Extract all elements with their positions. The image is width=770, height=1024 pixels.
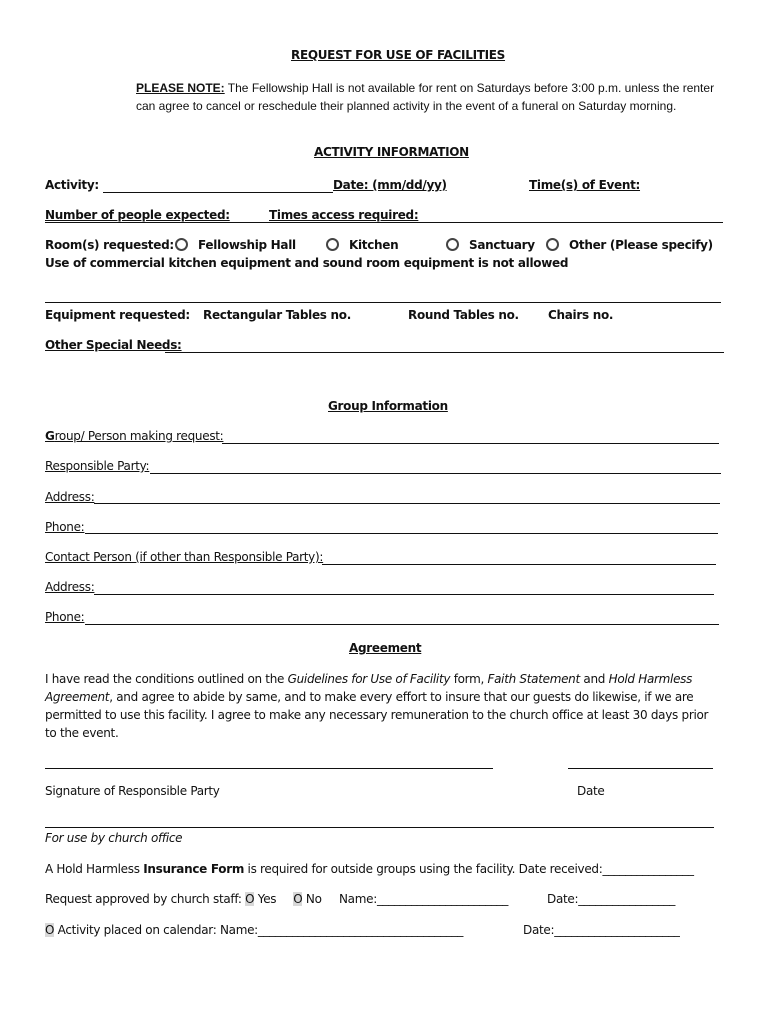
room-option-kitchen[interactable] (326, 238, 398, 252)
contact-phone-label: Phone: (45, 610, 85, 624)
faith-statement-title: Faith Statement (487, 672, 580, 686)
approval-date[interactable]: Date:_________________ (547, 892, 676, 906)
guidelines-title: Guidelines for Use of Facility (287, 672, 451, 686)
no-label: No (302, 892, 322, 906)
special-needs-label: Other Special Needs: (45, 338, 182, 352)
agreement-part: and (579, 672, 609, 686)
rooms-label: Room(s) requested: (45, 238, 174, 252)
contact-phone-field[interactable] (85, 624, 719, 625)
date-label: Date: (mm/dd/yy) (333, 178, 447, 192)
requester-field[interactable] (222, 443, 719, 444)
round-tables-label: Round Tables no. (408, 308, 519, 322)
requester-label (45, 429, 223, 443)
insurance-date-text: is required for outside groups using the facility. Date received:________________ (244, 862, 694, 876)
people-access-field[interactable] (45, 222, 723, 223)
responsible-party-field[interactable] (150, 473, 721, 474)
activity-field[interactable] (103, 192, 333, 193)
people-expected-label: Number of people expected: (45, 208, 230, 222)
other-room-field[interactable] (45, 302, 721, 303)
rental-note (136, 79, 716, 115)
contact-person-field[interactable] (322, 564, 716, 565)
radio-icon[interactable] (546, 238, 559, 251)
phone-field[interactable] (85, 533, 718, 534)
insurance-row (45, 862, 694, 876)
form-title: REQUEST FOR USE OF FACILITIES (291, 48, 506, 62)
contact-address-label: Address: (45, 580, 95, 594)
agreement-text (45, 670, 720, 742)
equipment-restriction: Use of commercial kitchen equipment and sound room equipment is not allowed (45, 256, 569, 270)
room-option-other[interactable] (546, 238, 713, 252)
insurance-form-label: Insurance Form (143, 862, 245, 876)
agreement-part: , and agree to abide by same, and to make every effort to insure that our guests do likewise, if we are permitted to use this facility. I agree to make any necessary remuneration to the church office at least 30 days prior to the event. (45, 690, 709, 740)
calendar-date[interactable]: Date:______________________ (523, 923, 680, 937)
address-field[interactable] (94, 503, 720, 504)
no-checkbox[interactable]: O (293, 892, 303, 906)
yes-label: Yes (254, 892, 277, 906)
room-label: Kitchen (349, 238, 399, 252)
signature-date-field[interactable] (568, 768, 713, 769)
address-label: Address: (45, 490, 95, 504)
approval-name[interactable]: Name:_______________________ (339, 892, 509, 906)
phone-label: Phone: (45, 520, 85, 534)
room-label: Fellowship Hall (198, 238, 296, 252)
rect-tables-label: Rectangular Tables no. (203, 308, 351, 322)
approval-label: Request approved by church staff: (45, 892, 246, 906)
yes-checkbox[interactable]: O (245, 892, 255, 906)
note-label: PLEASE NOTE: (136, 81, 225, 95)
requester-text: roup/ Person making request: (54, 429, 224, 443)
equipment-label: Equipment requested: (45, 308, 190, 322)
calendar-checkbox[interactable]: O (45, 923, 55, 937)
insurance-text: A Hold Harmless (45, 862, 144, 876)
radio-icon[interactable] (326, 238, 339, 251)
contact-person-label: Contact Person (if other than Responsible Party): (45, 550, 324, 564)
signature-label: Signature of Responsible Party (45, 784, 220, 798)
chairs-label: Chairs no. (548, 308, 614, 322)
special-needs-field[interactable] (165, 352, 724, 353)
calendar-name[interactable]: Activity placed on calendar: Name:____________________________________ (54, 923, 464, 937)
room-label: Other (Please specify) (569, 238, 713, 252)
signature-field[interactable] (45, 768, 493, 769)
room-option-fellowship-hall[interactable] (175, 238, 296, 252)
calendar-row (45, 923, 463, 937)
note-text: The Fellowship Hall is not available for rent on Saturdays before 3:00 p.m. unless the renter can agree to cancel or reschedule their planned activity in the event of a funeral on Saturday morning. (136, 81, 715, 113)
office-divider (45, 827, 714, 828)
rooms-row (45, 238, 174, 252)
radio-icon[interactable] (446, 238, 459, 251)
responsible-party-label: Responsible Party: (45, 459, 150, 473)
hold-harmless-title: Hold Harmless Agreement (45, 672, 693, 704)
access-times-label: Times access required: (269, 208, 419, 222)
agreement-part: I have read the conditions outlined on the (45, 672, 288, 686)
room-option-sanctuary[interactable] (446, 238, 535, 252)
event-time-label: Time(s) of Event: (529, 178, 641, 192)
office-heading: For use by church office (45, 831, 183, 845)
agreement-heading: Agreement (349, 641, 422, 655)
contact-address-field[interactable] (94, 594, 714, 595)
room-label: Sanctuary (469, 238, 535, 252)
activity-label: Activity: (45, 178, 99, 192)
radio-icon[interactable] (175, 238, 188, 251)
activity-heading: ACTIVITY INFORMATION (314, 145, 469, 159)
agreement-part: form, (450, 672, 488, 686)
approval-row (45, 892, 322, 906)
group-heading: Group Information (328, 399, 448, 413)
requester-initial: G (45, 429, 55, 443)
signature-date-label: Date (577, 784, 605, 798)
